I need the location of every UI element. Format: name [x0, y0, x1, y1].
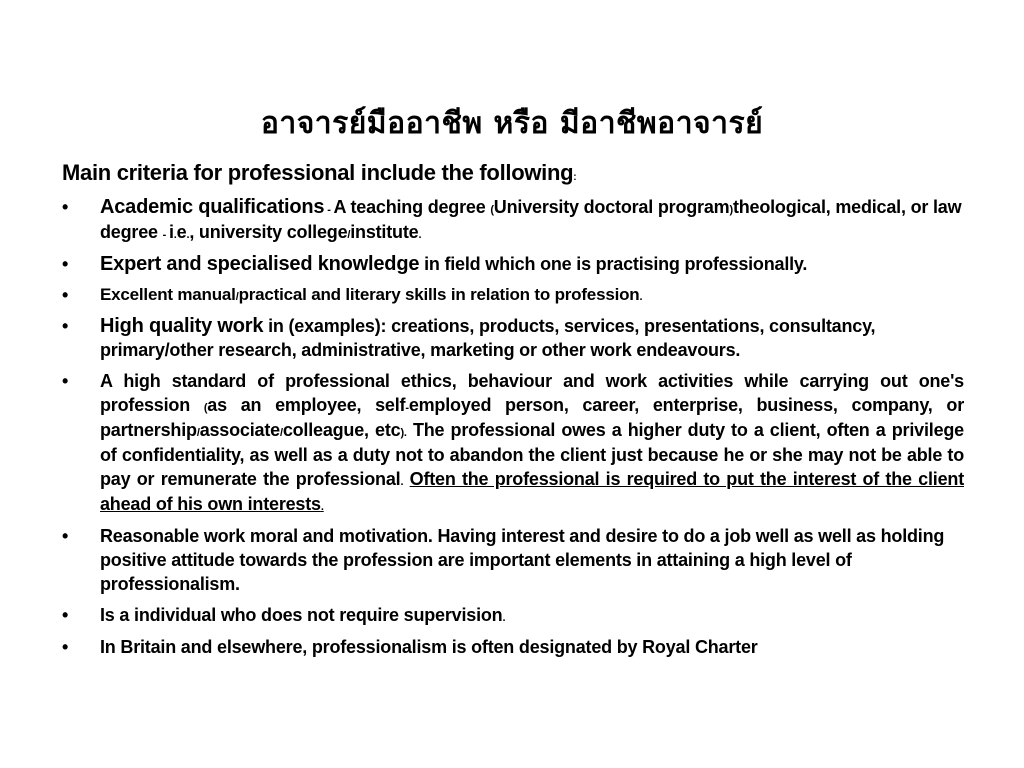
slide-subtitle	[62, 160, 576, 186]
item-text: practical and literary skills in relation to profession	[238, 285, 640, 304]
criteria-list	[62, 196, 964, 667]
item-lead: High quality work	[100, 315, 264, 337]
item-text: .	[186, 229, 190, 241]
item-text: employed person, career, enterprise, business, company, or partnership	[100, 395, 964, 440]
item-text: in (examples): creations, products, services, presentations, consultancy, primary/other research, administrative, marketing or other work endeavours.	[100, 316, 876, 360]
item-text: associate	[199, 420, 280, 440]
item-text: theological, medical, or law degree	[100, 197, 962, 242]
item-text: (	[203, 402, 208, 414]
list-item-expert-knowledge	[62, 253, 964, 277]
item-text: colleague, etc	[282, 420, 401, 440]
item-text: Is a individual who does not require supervision	[100, 605, 503, 625]
item-text: , university college	[189, 222, 348, 242]
bullet-icon: •	[62, 637, 69, 657]
item-text: institute	[350, 222, 419, 242]
bullet-icon: •	[62, 285, 69, 305]
subtitle-text: Main criteria for professional include the following	[62, 160, 574, 185]
item-underlined-text: Often the professional is required to put the interest of the client ahead of his own interests	[100, 469, 964, 514]
item-text: In Britain and elsewhere, professionalism is often designated by Royal Charter	[100, 637, 758, 657]
item-text: ).	[400, 427, 407, 439]
bullet-icon: •	[62, 526, 69, 546]
bullet-icon: •	[62, 197, 69, 217]
item-text: in field which one is practising professionally.	[419, 254, 808, 274]
item-text: -	[162, 229, 169, 241]
item-text: /	[235, 291, 239, 303]
bullet-icon: •	[62, 605, 69, 625]
list-item-no-supervision	[62, 604, 964, 629]
item-text: /	[347, 229, 351, 241]
item-text: /	[279, 427, 283, 439]
bullet-icon: •	[62, 371, 69, 391]
list-item-royal-charter	[62, 636, 964, 660]
item-text: )	[729, 204, 733, 216]
list-item-ethics	[62, 370, 964, 518]
item-text: A teaching degree	[333, 197, 491, 217]
list-item-excellent-skills	[62, 284, 964, 308]
item-text: /	[196, 427, 200, 439]
item-text: e	[176, 222, 187, 242]
item-text: i	[168, 222, 174, 242]
item-text: Reasonable work moral and motivation. Having interest and desire to do a job well as well as holding positive attitude towards the profession are important elements in attaining a high level of professionalism.	[100, 526, 945, 594]
item-lead: Expert and specialised knowledge	[100, 253, 420, 275]
list-item-high-quality-work	[62, 315, 964, 363]
item-text: A high standard of professional ethics, behaviour and work activities while carrying out one's profession	[100, 371, 964, 415]
item-text: -	[324, 204, 334, 216]
slide-title: อาจารย์มืออาชีพ หรือ มีอาชีพอาจารย์	[260, 106, 764, 141]
item-lead: Academic qualifications	[100, 196, 325, 218]
item-text: .	[418, 229, 422, 241]
item-text: .	[502, 612, 506, 624]
item-text: Excellent manual	[100, 285, 236, 304]
item-text: (	[490, 204, 494, 216]
list-item-work-moral	[62, 525, 964, 597]
item-text: University doctoral program	[493, 197, 730, 217]
item-text: .	[639, 291, 643, 303]
item-text: .	[400, 476, 404, 488]
item-text: -	[405, 402, 409, 414]
item-underlined-text: .	[320, 501, 324, 513]
item-text: The professional owes a higher duty to a client, often a privilege of confidentiality, as well as a duty not to abandon the client just because he or she may not be able to pay or remunerate the professional	[100, 420, 964, 489]
item-text: as an employee, self	[207, 395, 406, 415]
list-item-academic-qualifications	[62, 196, 964, 246]
item-text: .	[173, 229, 177, 241]
subtitle-colon: :	[573, 172, 577, 183]
bullet-icon: •	[62, 254, 69, 274]
bullet-icon: •	[62, 316, 69, 336]
